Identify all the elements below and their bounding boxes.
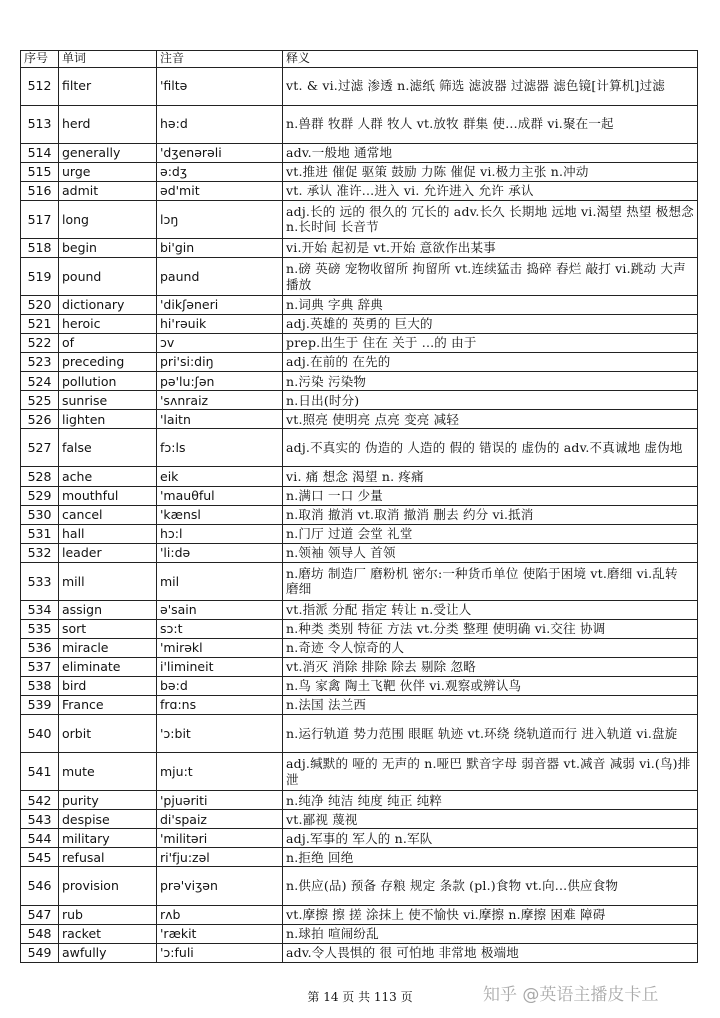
row-meaning: adj.长的 远的 很久的 冗长的 adv.长久 长期地 远地 vi.渴望 热望 极想念 n.长时间 长音节 xyxy=(283,200,698,238)
row-word: lighten xyxy=(59,410,157,429)
table-row xyxy=(21,162,698,181)
row-word: bird xyxy=(59,677,157,696)
table-row xyxy=(21,505,698,524)
row-word: of xyxy=(59,334,157,353)
row-phonetic: ə'sain xyxy=(157,600,283,619)
row-phonetic: 'laitn xyxy=(157,410,283,429)
table-row xyxy=(21,677,698,696)
row-number: 536 xyxy=(21,638,59,657)
row-phonetic: bi'gin xyxy=(157,238,283,257)
row-number: 525 xyxy=(21,391,59,410)
table-row xyxy=(21,619,698,638)
row-meaning: n.供应(品) 预备 存粮 规定 条款 (pl.)食物 vt.向...供应食物 xyxy=(283,867,698,905)
row-phonetic: rʌb xyxy=(157,905,283,924)
table-row xyxy=(21,486,698,505)
row-number: 524 xyxy=(21,372,59,391)
table-row xyxy=(21,315,698,334)
row-meaning: vt.指派 分配 指定 转让 n.受让人 xyxy=(283,600,698,619)
row-number: 512 xyxy=(21,67,59,105)
table-row xyxy=(21,696,698,715)
table-row xyxy=(21,943,698,962)
row-meaning: n.纯净 纯洁 纯度 纯正 纯粹 xyxy=(283,791,698,810)
row-word: herd xyxy=(59,105,157,143)
row-word: begin xyxy=(59,238,157,257)
row-phonetic: 'pjuəriti xyxy=(157,791,283,810)
row-word: military xyxy=(59,829,157,848)
row-meaning: adj.缄默的 哑的 无声的 n.哑巴 默音字母 弱音器 vt.减音 减弱 vi.(鸟)排泄 xyxy=(283,753,698,791)
row-phonetic: 'li:də xyxy=(157,543,283,562)
row-meaning: n.领袖 领导人 首领 xyxy=(283,543,698,562)
table-row xyxy=(21,372,698,391)
row-number: 549 xyxy=(21,943,59,962)
row-phonetic: 'militəri xyxy=(157,829,283,848)
row-number: 529 xyxy=(21,486,59,505)
row-phonetic: 'filtə xyxy=(157,67,283,105)
table-row xyxy=(21,105,698,143)
row-number: 531 xyxy=(21,524,59,543)
row-meaning: adv.一般地 通常地 xyxy=(283,143,698,162)
row-meaning: vt. 承认 准许...进入 vi. 允许进入 允许 承认 xyxy=(283,181,698,200)
row-word: miracle xyxy=(59,638,157,657)
row-word: mute xyxy=(59,753,157,791)
row-word: racket xyxy=(59,924,157,943)
row-number: 526 xyxy=(21,410,59,429)
row-phonetic: i'limineit xyxy=(157,657,283,676)
table-row xyxy=(21,296,698,315)
row-phonetic: hə:d xyxy=(157,105,283,143)
row-number: 541 xyxy=(21,753,59,791)
row-word: cancel xyxy=(59,505,157,524)
row-number: 521 xyxy=(21,315,59,334)
table-row xyxy=(21,867,698,905)
row-meaning: n.磅 英磅 宠物收留所 拘留所 vt.连续猛击 捣碎 舂烂 敲打 vi.跳动 大声播放 xyxy=(283,257,698,295)
table-row xyxy=(21,143,698,162)
table-row xyxy=(21,257,698,295)
row-number: 530 xyxy=(21,505,59,524)
header-meaning: 释义 xyxy=(283,51,698,68)
row-phonetic: 'mirəkl xyxy=(157,638,283,657)
row-phonetic: sɔ:t xyxy=(157,619,283,638)
row-phonetic: mil xyxy=(157,562,283,600)
header-word: 单词 xyxy=(59,51,157,68)
row-number: 515 xyxy=(21,162,59,181)
row-phonetic: 'kænsl xyxy=(157,505,283,524)
row-word: despise xyxy=(59,810,157,829)
row-number: 514 xyxy=(21,143,59,162)
row-number: 527 xyxy=(21,429,59,467)
row-phonetic: əd'mit xyxy=(157,181,283,200)
row-phonetic: ə:dʒ xyxy=(157,162,283,181)
table-row xyxy=(21,905,698,924)
row-phonetic: fɔ:ls xyxy=(157,429,283,467)
row-phonetic: hi'rəuik xyxy=(157,315,283,334)
row-meaning: n.球拍 喧闹纷乱 xyxy=(283,924,698,943)
table-row xyxy=(21,524,698,543)
row-meaning: n.种类 类别 特征 方法 vt.分类 整理 使明确 vi.交往 协调 xyxy=(283,619,698,638)
row-meaning: n.鸟 家禽 陶土飞靶 伙伴 vi.观察或辨认鸟 xyxy=(283,677,698,696)
row-number: 544 xyxy=(21,829,59,848)
row-meaning: n.拒绝 回绝 xyxy=(283,848,698,867)
row-word: provision xyxy=(59,867,157,905)
table-row xyxy=(21,353,698,372)
table-row xyxy=(21,467,698,486)
row-word: hall xyxy=(59,524,157,543)
row-word: heroic xyxy=(59,315,157,334)
row-number: 546 xyxy=(21,867,59,905)
row-phonetic: ri'fju:zəl xyxy=(157,848,283,867)
row-phonetic: 'mauθful xyxy=(157,486,283,505)
row-number: 540 xyxy=(21,715,59,753)
row-phonetic: 'dʒenərəli xyxy=(157,143,283,162)
row-phonetic: 'ɔ:fuli xyxy=(157,943,283,962)
header-phonetic: 注音 xyxy=(157,51,283,68)
row-phonetic: ɔv xyxy=(157,334,283,353)
row-word: rub xyxy=(59,905,157,924)
table-row xyxy=(21,657,698,676)
row-meaning: prep.出生于 住在 关于 ...的 由于 xyxy=(283,334,698,353)
row-number: 518 xyxy=(21,238,59,257)
table-row xyxy=(21,791,698,810)
row-number: 547 xyxy=(21,905,59,924)
row-number: 543 xyxy=(21,810,59,829)
row-meaning: vt.推进 催促 驱策 鼓励 力陈 催促 vi.极力主张 n.冲动 xyxy=(283,162,698,181)
row-number: 539 xyxy=(21,696,59,715)
row-meaning: adj.不真实的 伪造的 人造的 假的 错误的 虚伪的 adv.不真诚地 虚伪地 xyxy=(283,429,698,467)
row-word: France xyxy=(59,696,157,715)
table-row xyxy=(21,181,698,200)
table-body xyxy=(21,67,698,962)
vocabulary-table xyxy=(20,50,698,963)
row-meaning: adj.军事的 军人的 n.军队 xyxy=(283,829,698,848)
table-row xyxy=(21,391,698,410)
row-meaning: adj.在前的 在先的 xyxy=(283,353,698,372)
row-meaning: vt.照亮 使明亮 点亮 变亮 减轻 xyxy=(283,410,698,429)
row-meaning: n.门厅 过道 会堂 礼堂 xyxy=(283,524,698,543)
row-phonetic: lɔŋ xyxy=(157,200,283,238)
table-row xyxy=(21,238,698,257)
table-row xyxy=(21,810,698,829)
row-phonetic: prə'viʒən xyxy=(157,867,283,905)
row-number: 517 xyxy=(21,200,59,238)
row-meaning: adv.令人畏惧的 很 可怕地 非常地 极端地 xyxy=(283,943,698,962)
row-number: 516 xyxy=(21,181,59,200)
table-row xyxy=(21,715,698,753)
row-meaning: n.取消 撤消 vt.取消 撤消 删去 约分 vi.抵消 xyxy=(283,505,698,524)
table-row xyxy=(21,924,698,943)
row-phonetic: di'spaiz xyxy=(157,810,283,829)
row-meaning: n.词典 字典 辞典 xyxy=(283,296,698,315)
row-meaning: vt. & vi.过滤 渗透 n.滤纸 筛选 滤波器 过滤器 滤色镜[计算机]过滤 xyxy=(283,67,698,105)
row-word: pollution xyxy=(59,372,157,391)
row-word: mouthful xyxy=(59,486,157,505)
row-word: leader xyxy=(59,543,157,562)
row-word: eliminate xyxy=(59,657,157,676)
table-row xyxy=(21,638,698,657)
row-meaning: n.污染 污染物 xyxy=(283,372,698,391)
row-number: 532 xyxy=(21,543,59,562)
row-meaning: n.运行轨道 势力范围 眼眶 轨迹 vt.环绕 绕轨道而行 进入轨道 vi.盘旋 xyxy=(283,715,698,753)
row-phonetic: 'rækit xyxy=(157,924,283,943)
header-number: 序号 xyxy=(21,51,59,68)
row-phonetic: frɑ:ns xyxy=(157,696,283,715)
row-number: 523 xyxy=(21,353,59,372)
row-phonetic: pri'si:diŋ xyxy=(157,353,283,372)
row-phonetic: bə:d xyxy=(157,677,283,696)
table-row xyxy=(21,848,698,867)
row-word: sort xyxy=(59,619,157,638)
table-row xyxy=(21,562,698,600)
row-word: sunrise xyxy=(59,391,157,410)
row-meaning: n.磨坊 制造厂 磨粉机 密尔:一种货币单位 使陷于困境 vt.磨细 vi.乱转 磨细 xyxy=(283,562,698,600)
row-number: 534 xyxy=(21,600,59,619)
row-phonetic: 'sʌnraiz xyxy=(157,391,283,410)
row-number: 537 xyxy=(21,657,59,676)
row-number: 513 xyxy=(21,105,59,143)
row-meaning: n.奇迹 令人惊奇的人 xyxy=(283,638,698,657)
table-header-row xyxy=(21,51,698,68)
row-phonetic: 'dikʃəneri xyxy=(157,296,283,315)
row-word: filter xyxy=(59,67,157,105)
row-word: assign xyxy=(59,600,157,619)
table-row xyxy=(21,600,698,619)
row-phonetic: mju:t xyxy=(157,753,283,791)
row-word: admit xyxy=(59,181,157,200)
row-number: 545 xyxy=(21,848,59,867)
row-meaning: vt.鄙视 蔑视 xyxy=(283,810,698,829)
row-number: 519 xyxy=(21,257,59,295)
row-phonetic: hɔ:l xyxy=(157,524,283,543)
row-word: awfully xyxy=(59,943,157,962)
row-word: purity xyxy=(59,791,157,810)
row-word: generally xyxy=(59,143,157,162)
row-number: 522 xyxy=(21,334,59,353)
table-row xyxy=(21,334,698,353)
row-meaning: n.满口 一口 少量 xyxy=(283,486,698,505)
row-word: refusal xyxy=(59,848,157,867)
row-number: 535 xyxy=(21,619,59,638)
row-word: ache xyxy=(59,467,157,486)
table-row xyxy=(21,429,698,467)
table-row xyxy=(21,753,698,791)
row-meaning: vt.摩擦 擦 搓 涂抹上 使不愉快 vi.摩擦 n.摩擦 困难 障碍 xyxy=(283,905,698,924)
row-phonetic: pə'lu:ʃən xyxy=(157,372,283,391)
row-meaning: n.兽群 牧群 人群 牧人 vt.放牧 群集 使...成群 vi.聚在一起 xyxy=(283,105,698,143)
row-word: orbit xyxy=(59,715,157,753)
watermark: 知乎 @英语主播皮卡丘 xyxy=(483,985,659,1005)
row-number: 542 xyxy=(21,791,59,810)
row-meaning: n.日出(时分) xyxy=(283,391,698,410)
row-meaning: n.法国 法兰西 xyxy=(283,696,698,715)
row-meaning: vi. 痛 想念 渴望 n. 疼痛 xyxy=(283,467,698,486)
row-word: pound xyxy=(59,257,157,295)
row-word: false xyxy=(59,429,157,467)
row-phonetic: eik xyxy=(157,467,283,486)
row-number: 548 xyxy=(21,924,59,943)
row-word: urge xyxy=(59,162,157,181)
table-row xyxy=(21,829,698,848)
row-meaning: vi.开始 起初是 vt.开始 意欲作出某事 xyxy=(283,238,698,257)
row-number: 533 xyxy=(21,562,59,600)
row-phonetic: 'ɔ:bit xyxy=(157,715,283,753)
row-meaning: adj.英雄的 英勇的 巨大的 xyxy=(283,315,698,334)
row-number: 528 xyxy=(21,467,59,486)
row-word: dictionary xyxy=(59,296,157,315)
table-row xyxy=(21,543,698,562)
table-row xyxy=(21,67,698,105)
page-footer: 第 14 页 共 113 页 xyxy=(307,990,413,1004)
table-row xyxy=(21,410,698,429)
row-word: long xyxy=(59,200,157,238)
row-phonetic: paund xyxy=(157,257,283,295)
row-word: preceding xyxy=(59,353,157,372)
row-word: mill xyxy=(59,562,157,600)
row-number: 538 xyxy=(21,677,59,696)
row-meaning: vt.消灭 消除 排除 除去 剔除 忽略 xyxy=(283,657,698,676)
table-row xyxy=(21,200,698,238)
row-number: 520 xyxy=(21,296,59,315)
